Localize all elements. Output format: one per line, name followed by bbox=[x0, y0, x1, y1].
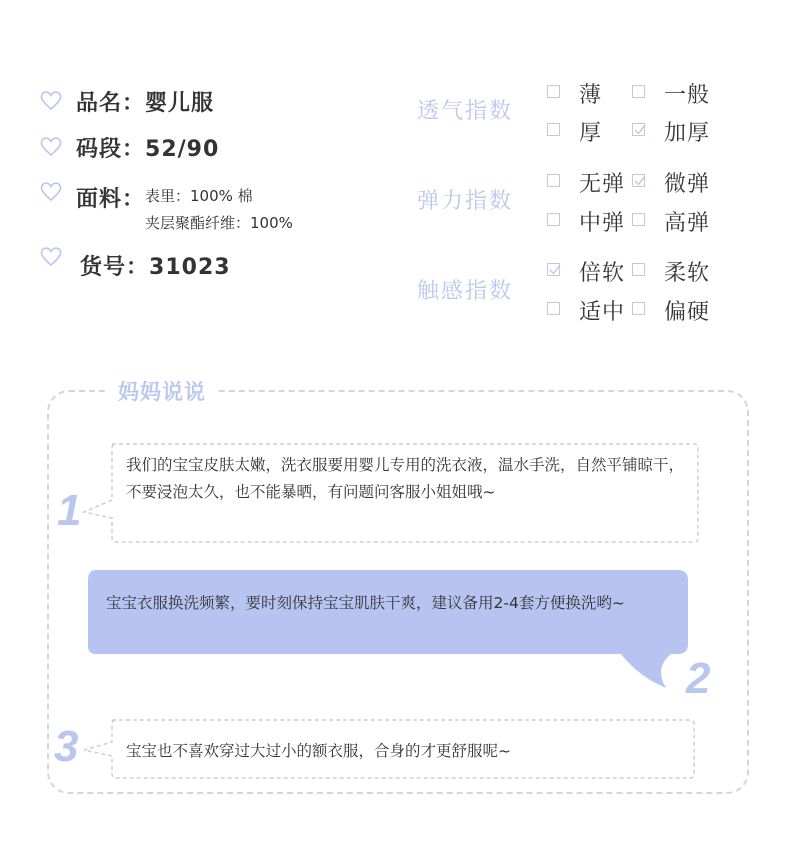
checkbox-empty bbox=[632, 85, 645, 98]
index-option-label: 适中 bbox=[579, 300, 626, 325]
checkmark-icon bbox=[548, 264, 561, 277]
size-label: 码段： bbox=[76, 137, 146, 162]
heart-outline-icon bbox=[39, 245, 63, 267]
size-value: 52/90 bbox=[145, 137, 220, 162]
checkbox-empty bbox=[632, 213, 645, 226]
tip-number-2: 2 bbox=[686, 654, 711, 703]
index-option-label: 倍软 bbox=[579, 261, 626, 286]
tip-text-3: 宝宝也不喜欢穿过大过小的额衣服，合身的才更舒服呢~ bbox=[126, 742, 511, 760]
checkbox-empty bbox=[632, 302, 645, 315]
checkbox-empty bbox=[547, 174, 560, 187]
product-name-label: 品名： bbox=[76, 91, 146, 116]
heart-outline-icon bbox=[39, 135, 63, 157]
index-option-label: 无弹 bbox=[579, 172, 626, 197]
checkbox-empty bbox=[547, 123, 560, 136]
size-row bbox=[76, 132, 219, 163]
index-option-label: 微弹 bbox=[664, 172, 711, 197]
fabric-line-outer: 表里：100% 棉 bbox=[145, 187, 253, 205]
index-option bbox=[632, 78, 752, 106]
tip-number-3: 3 bbox=[54, 722, 79, 771]
index-option-label: 一般 bbox=[664, 83, 711, 108]
heart-outline-icon bbox=[39, 180, 63, 202]
heart-outline-icon bbox=[39, 89, 63, 111]
checkbox-empty bbox=[547, 85, 560, 98]
index-option-label: 柔软 bbox=[664, 261, 711, 286]
index-option bbox=[632, 116, 752, 144]
index-option-label: 薄 bbox=[579, 83, 603, 108]
product-name-value: 婴儿服 bbox=[145, 91, 215, 116]
sku-label: 货号： bbox=[80, 255, 150, 280]
checkbox-checked bbox=[632, 174, 645, 187]
checkbox-empty bbox=[547, 302, 560, 315]
tip-text-2: 宝宝衣服换洗频繁，要时刻保持宝宝肌肤干爽，建议备用2-4套方便换洗哟~ bbox=[106, 594, 625, 612]
sku-value: 31023 bbox=[149, 255, 231, 280]
checkmark-icon bbox=[633, 175, 646, 188]
tips-title: 妈妈说说 bbox=[106, 376, 218, 406]
index-option-label: 高弹 bbox=[664, 211, 711, 236]
index-option bbox=[632, 295, 752, 323]
breathability-index-title: 透气指数 bbox=[417, 99, 514, 124]
checkbox-checked bbox=[632, 123, 645, 136]
index-option bbox=[632, 206, 752, 234]
index-option-label: 中弹 bbox=[579, 211, 626, 236]
index-option-label: 偏硬 bbox=[664, 300, 711, 325]
checkbox-empty bbox=[632, 263, 645, 276]
checkbox-empty bbox=[547, 213, 560, 226]
index-option bbox=[632, 256, 752, 284]
elasticity-index-title: 弹力指数 bbox=[417, 189, 514, 214]
touch-index-title: 触感指数 bbox=[417, 279, 514, 304]
product-name-row bbox=[76, 86, 214, 117]
tip-number-1: 1 bbox=[57, 486, 82, 535]
checkbox-checked bbox=[547, 263, 560, 276]
index-option-label: 厚 bbox=[579, 121, 603, 146]
fabric-line-lining: 夹层聚酯纤维：100% bbox=[145, 214, 293, 232]
checkmark-icon bbox=[633, 124, 646, 137]
index-option-label: 加厚 bbox=[664, 121, 711, 146]
sku-row bbox=[80, 250, 231, 281]
index-option bbox=[632, 167, 752, 195]
speech-bubble-2 bbox=[86, 568, 696, 692]
tip-text-1: 我们的宝宝皮肤太嫩，洗衣服要用婴儿专用的洗衣液，温水手洗，自然平铺晾干，不要浸泡太久，也不能暴晒，有问题问客服小姐姐哦~ bbox=[126, 456, 685, 501]
fabric-label: 面料： bbox=[76, 187, 146, 212]
